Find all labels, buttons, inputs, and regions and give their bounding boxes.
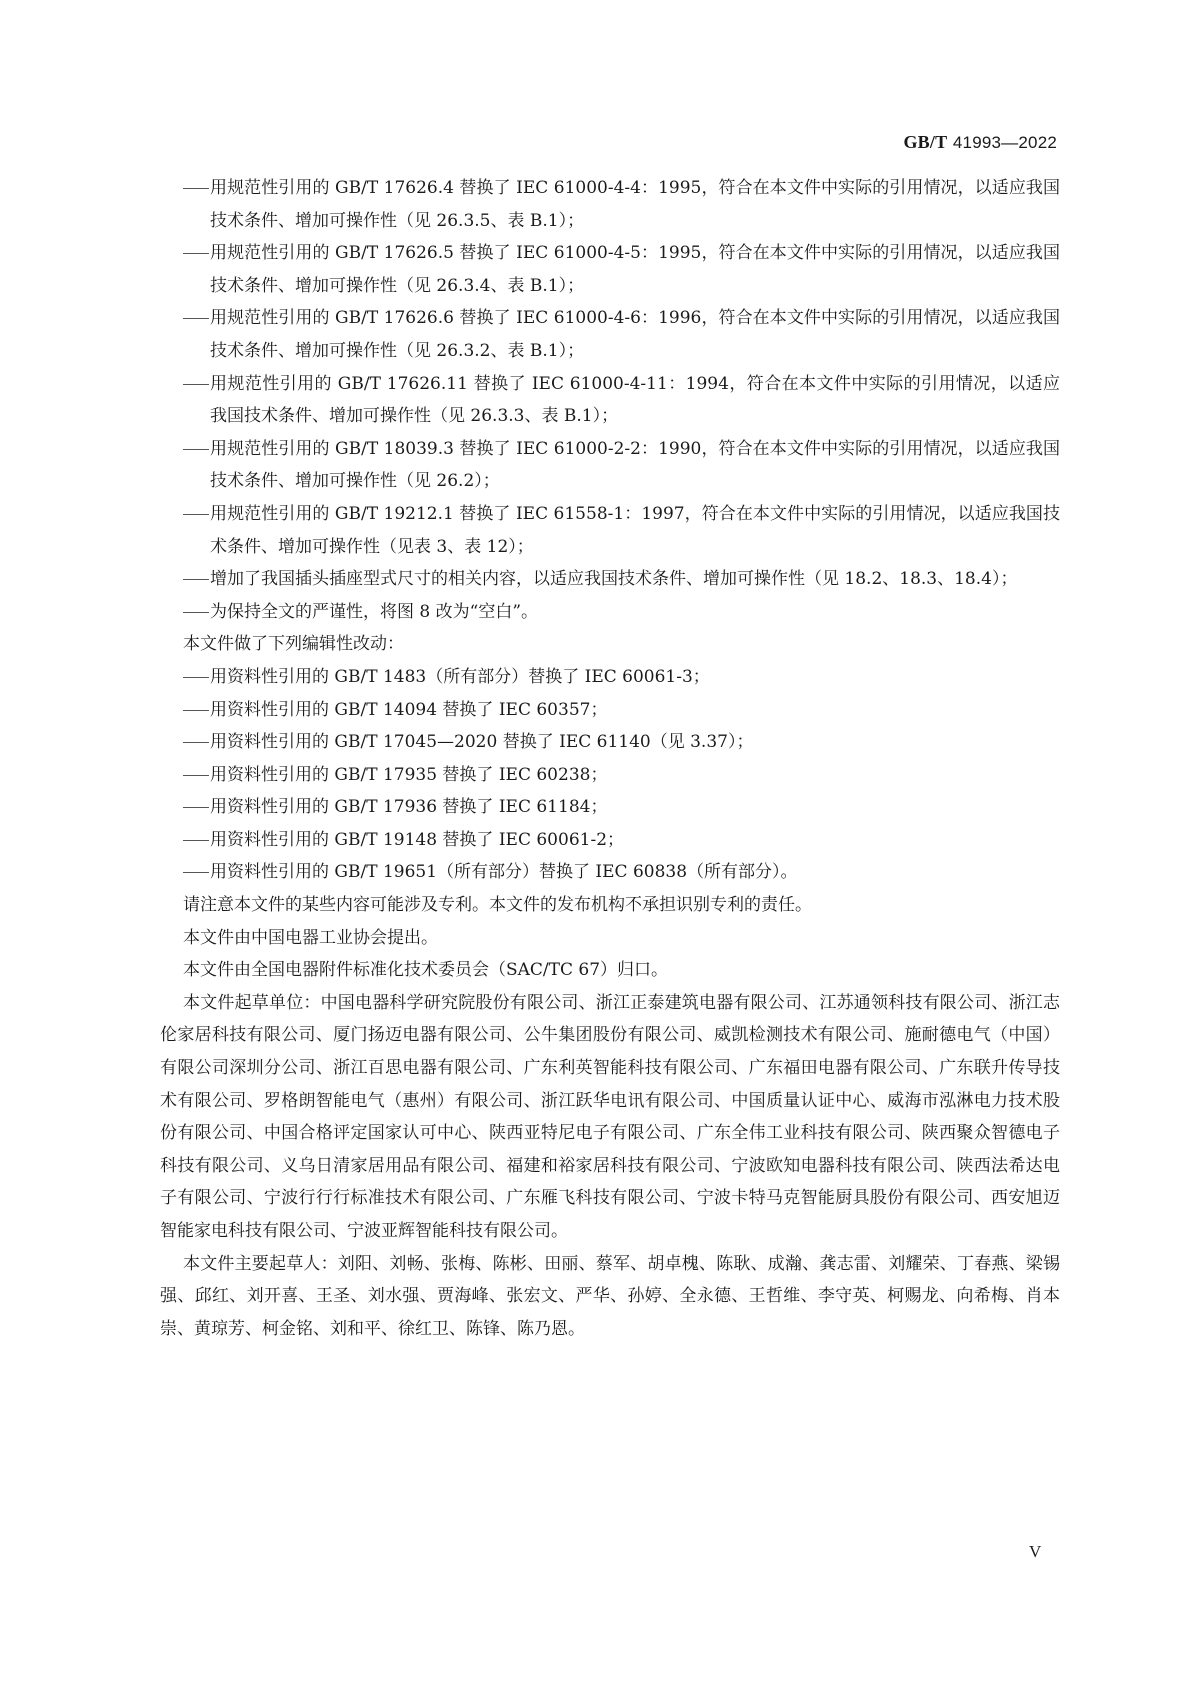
editorial-change-item: 用资料性引用的 GB/T 17935 替换了 IEC 60238； — [210, 764, 608, 785]
page-number: V — [1029, 1542, 1042, 1561]
main-drafters: 本文件主要起草人：刘阳、刘畅、张梅、陈彬、田丽、蔡军、胡卓槐、陈耿、成瀚、龚志雷、刘耀荣、丁春燕、梁锡强、邱红、刘开喜、王圣、刘水强、贾海峰、张宏文、严华、孙婷、全永德、王哲维、李守英、柯赐龙、向希梅、肖本崇、黄琼芳、柯金铭、刘和平、徐红卫、陈锋、陈乃恩。 — [160, 1253, 1060, 1339]
drafting-units: 本文件起草单位：中国电器科学研究院股份有限公司、浙江正泰建筑电器有限公司、江苏通领科技有限公司、浙江志伦家居科技有限公司、厦门扬迈电器有限公司、公牛集团股份有限公司、威凯检测技术有限公司、施耐德电气（中国）有限公司深圳分公司、浙江百思电器有限公司、广东利英智能科技有限公司、广东福田电器有限公司、广东联升传导技术有限公司、罗格朗智能电气（惠州）有限公司、浙江跃华电讯有限公司、中国质量认证中心、威海市泓淋电力技术股份有限公司、中国合格评定国家认可中心、陕西亚特尼电子有限公司、广东全伟工业科技有限公司、陕西聚众智德电子科技有限公司、义乌日清家居用品有限公司、福建和裕家居科技有限公司、宁波欧知电器科技有限公司、陕西法希达电子有限公司、宁波行行行标准技术有限公司、广东雁飞科技有限公司、宁波卡特马克智能厨具股份有限公司、西安旭迈智能家电科技有限公司、宁波亚辉智能科技有限公司。 — [160, 992, 1060, 1241]
editorial-change-item: 用资料性引用的 GB/T 17045—2020 替换了 IEC 61140（见 3.37）； — [210, 732, 754, 753]
editorial-intro: 本文件做了下列编辑性改动： — [183, 634, 404, 655]
standard-number: 41993—2022 — [952, 133, 1057, 152]
technical-change-item: 用规范性引用的 GB/T 17626.11 替换了 IEC 61000-4-11：1994，符合在本文件中实际的引用情况，以适应我国技术条件、增加可操作性（见 26.3.3、表 B.1）； — [210, 373, 1060, 427]
document-header — [903, 132, 1057, 153]
technical-change-item: 用规范性引用的 GB/T 17626.5 替换了 IEC 61000-4-5：1995，符合在本文件中实际的引用情况，以适应我国技术条件、增加可操作性（见 26.3.4、表 B.1）； — [210, 243, 1060, 296]
editorial-change-item: 用资料性引用的 GB/T 1483（所有部分）替换了 IEC 60061-3； — [210, 666, 710, 687]
editorial-change-item: 用资料性引用的 GB/T 19651（所有部分）替换了 IEC 60838（所有部分）。 — [210, 862, 798, 883]
technical-change-item: 用规范性引用的 GB/T 19212.1 替换了 IEC 61558-1：1997，符合在本文件中实际的引用情况，以适应我国技术条件、增加可操作性（见表 3、表 12）； — [210, 503, 1060, 557]
foreword-body — [160, 172, 1060, 1345]
editorial-change-item: 用资料性引用的 GB/T 14094 替换了 IEC 60357； — [210, 699, 608, 720]
centralized-by-statement: 本文件由全国电器附件标准化技术委员会（SAC/TC 67）归口。 — [183, 960, 669, 981]
editorial-change-item: 用资料性引用的 GB/T 19148 替换了 IEC 60061-2； — [210, 829, 625, 850]
standard-prefix: GB/T — [903, 132, 948, 152]
editorial-change-item: 用资料性引用的 GB/T 17936 替换了 IEC 61184； — [210, 797, 608, 818]
technical-change-item: 用规范性引用的 GB/T 17626.6 替换了 IEC 61000-4-6：1996，符合在本文件中实际的引用情况，以适应我国技术条件、增加可操作性（见 26.3.2、表 B.1）； — [210, 308, 1060, 361]
technical-change-item: 用规范性引用的 GB/T 17626.4 替换了 IEC 61000-4-4：1995，符合在本文件中实际的引用情况，以适应我国技术条件、增加可操作性（见 26.3.5、表 B.1）； — [210, 178, 1060, 231]
technical-change-item: 为保持全文的严谨性，将图 8 改为“空白”。 — [210, 601, 539, 622]
patent-notice: 请注意本文件的某些内容可能涉及专利。本文件的发布机构不承担识别专利的责任。 — [183, 895, 812, 916]
technical-change-item: 用规范性引用的 GB/T 18039.3 替换了 IEC 61000-2-2：1990，符合在本文件中实际的引用情况，以适应我国技术条件、增加可操作性（见 26.2）； — [210, 438, 1060, 492]
proposer-statement: 本文件由中国电器工业协会提出。 — [183, 927, 438, 948]
technical-change-item: 增加了我国插头插座型式尺寸的相关内容，以适应我国技术条件、增加可操作性（见 18.2、18.3、18.4）； — [210, 569, 1018, 590]
